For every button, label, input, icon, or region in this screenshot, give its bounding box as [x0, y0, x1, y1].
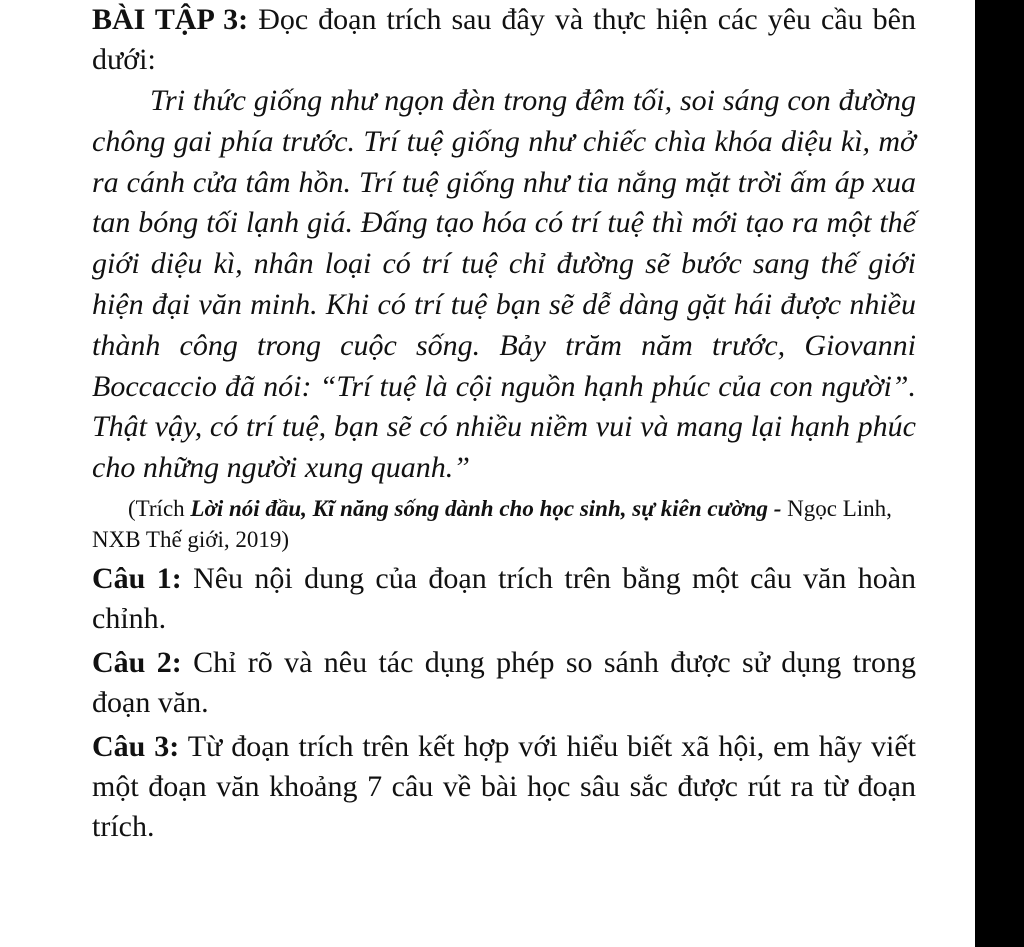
question-3-text: Từ đoạn trích trên kết hợp với hiểu biết xã hội, em hãy viết một đoạn văn khoảng 7 câu về bài học sâu sắc được rút ra từ đoạn trích.	[92, 729, 916, 843]
question-2	[92, 643, 916, 723]
question-1-text: Nêu nội dung của đoạn trích trên bằng một câu văn hoàn chỉnh.	[92, 561, 917, 635]
exercise-header	[92, 0, 916, 80]
question-1-label: Câu 1:	[92, 561, 182, 595]
question-3-label: Câu 3:	[92, 729, 180, 763]
question-2-label: Câu 2:	[92, 645, 182, 679]
citation-suffix: Ngọc Linh, NXB Thế giới, 2019)	[92, 495, 892, 552]
question-2-text: Chỉ rõ và nêu tác dụng phép so sánh được sử dụng trong đoạn văn.	[92, 645, 916, 719]
exercise-label: BÀI TẬP 3:	[92, 3, 249, 36]
document-content	[92, 0, 916, 847]
question-1	[92, 559, 916, 639]
citation-prefix: (Trích	[128, 495, 191, 521]
citation	[92, 493, 916, 555]
dark-edge	[975, 0, 1024, 947]
passage-text: Tri thức giống như ngọn đèn trong đêm tối, soi sáng con đường chông gai phía trước. Trí tuệ giống như chiếc chìa khóa diệu kì, mở ra cánh cửa tâm hồn. Trí tuệ giống như tia nắng mặt trời ấm áp xua tan bóng tối lạnh giá. Đấng tạo hóa có trí tuệ thì mới tạo ra một thế giới diệu kì, nhân loại có trí tuệ chỉ đường sẽ bước sang thế giới hiện đại văn minh. Khi có trí tuệ bạn sẽ dễ dàng gặt hái được nhiều thành công trong cuộc sống. Bảy trăm năm trước, Giovanni Boccaccio đã nói: “Trí tuệ là cội nguồn hạnh phúc của con người”. Thật vậy, có trí tuệ, bạn sẽ có nhiều niềm vui và mang lại hạnh phúc cho những người xung quanh.”	[92, 84, 916, 485]
question-3	[92, 727, 916, 847]
citation-title: Lời nói đầu, Kĩ năng sống dành cho học sinh, sự kiên cường -	[190, 495, 782, 521]
exercise-instruction: Đọc đoạn trích sau đây và thực hiện các yêu cầu bên dưới:	[92, 3, 916, 76]
